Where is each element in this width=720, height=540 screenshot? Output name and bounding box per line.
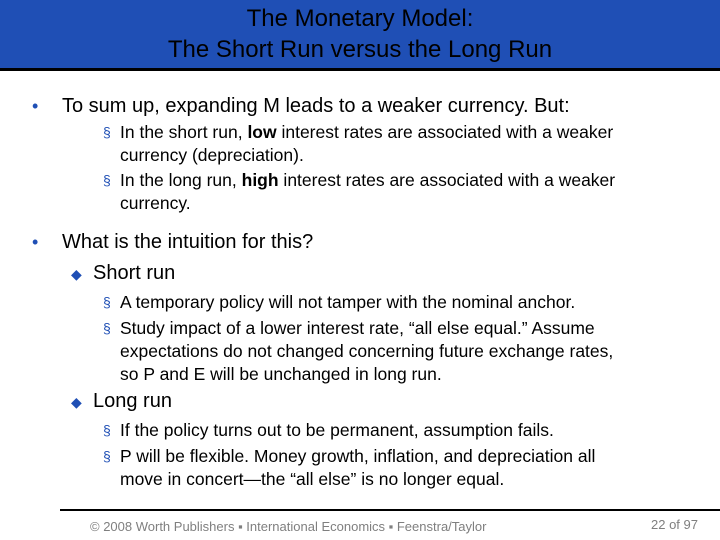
bullet-text-bold: low — [247, 122, 277, 142]
bullet-text-post: interest rates are associated with a weaker — [276, 122, 614, 142]
bullet-long-run-high-rates — [103, 169, 695, 215]
square-bullet-icon: § — [103, 422, 111, 438]
bullet-summary — [32, 94, 570, 118]
bullet-long-run — [71, 389, 172, 413]
bullet-short-run — [71, 261, 176, 285]
bullet-text-line3: so P and E will be unchanged in long run. — [120, 364, 442, 384]
page-number: 22 of 97 — [651, 517, 698, 532]
bullet-text-line1: Study impact of a lower interest rate, “all else equal.” Assume — [120, 318, 595, 338]
bullet-text: If the policy turns out to be permanent, assumption fails. — [120, 420, 554, 440]
bullet-study-impact — [103, 317, 695, 386]
slide-title-line-2: The Short Run versus the Long Run — [167, 36, 553, 63]
bullet-text-line2: currency. — [120, 193, 191, 213]
bullet-text-pre: In the short run, — [120, 122, 248, 142]
bullet-text-line2: expectations do not changed concerning future exchange rates, — [120, 341, 614, 361]
square-bullet-icon: § — [103, 320, 111, 336]
bullet-text-line2: move in concert—the “all else” is no longer equal. — [120, 469, 505, 489]
square-bullet-icon: § — [103, 294, 111, 310]
slide-title-line-1: The Monetary Model: — [246, 5, 474, 32]
bullet-text-bold: high — [241, 170, 279, 190]
bullet-permanent-policy — [103, 419, 695, 442]
bullet-text-line2: currency (depreciation). — [120, 145, 304, 165]
bullet-text: Short run — [93, 262, 176, 284]
bullet-p-flexible — [103, 445, 695, 491]
dot-bullet-icon: • — [32, 96, 39, 116]
square-bullet-icon: § — [103, 124, 111, 140]
bullet-text-pre: In the long run, — [120, 170, 242, 190]
bullet-text: A temporary policy will not tamper with the nominal anchor. — [120, 292, 576, 312]
square-bullet-icon: § — [103, 172, 111, 188]
bullet-text-line1: P will be flexible. Money growth, inflation, and depreciation all — [120, 446, 596, 466]
diamond-bullet-icon: ◆ — [71, 394, 82, 410]
bullet-temporary-policy — [103, 291, 695, 314]
diamond-bullet-icon: ◆ — [71, 266, 82, 282]
bullet-text: Long run — [93, 390, 172, 412]
bullet-short-run-low-rates — [103, 121, 695, 167]
bullet-text-post: interest rates are associated with a weaker — [278, 170, 616, 190]
bullet-intuition-question — [32, 230, 314, 254]
bullet-text: To sum up, expanding M leads to a weaker currency. But: — [62, 95, 570, 117]
footer-copyright: © 2008 Worth Publishers ▪ International Economics ▪ Feenstra/Taylor — [90, 519, 487, 534]
bullet-text: What is the intuition for this? — [62, 231, 314, 253]
dot-bullet-icon: • — [32, 232, 39, 252]
square-bullet-icon: § — [103, 448, 111, 464]
footer-divider — [60, 509, 720, 511]
